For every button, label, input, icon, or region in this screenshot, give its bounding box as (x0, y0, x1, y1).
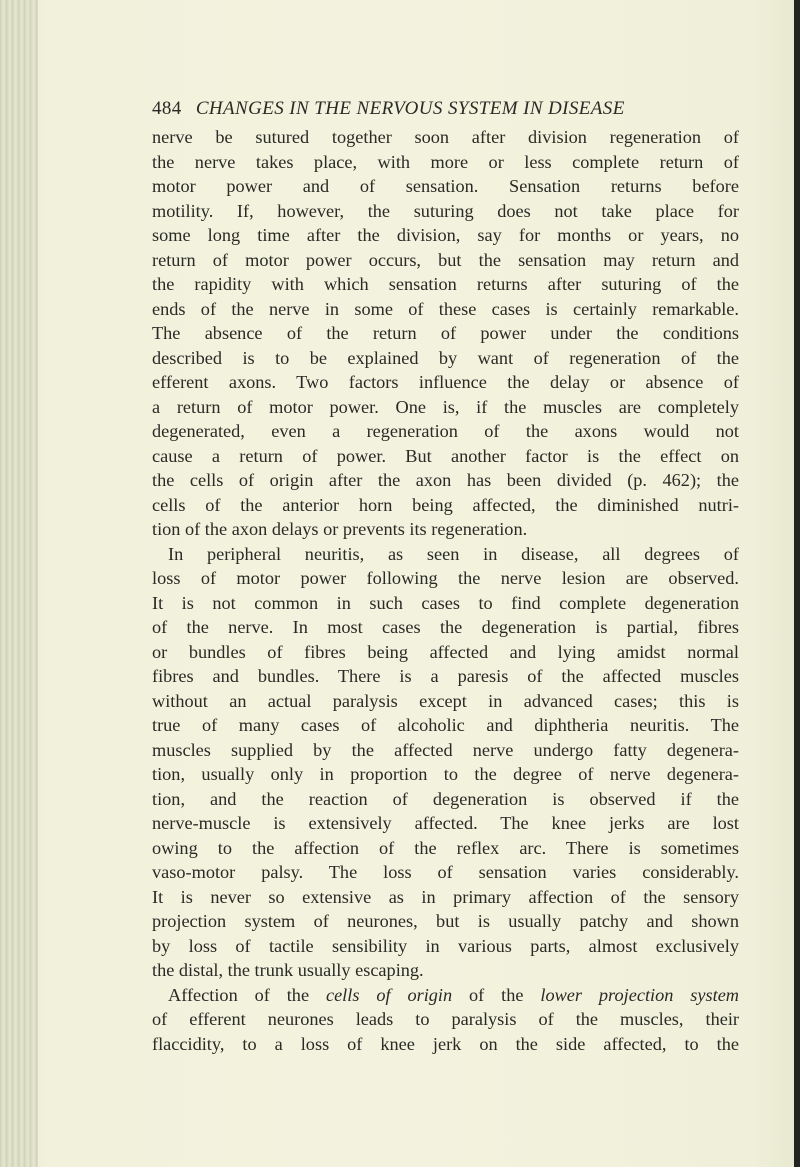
text-line: vaso-motor palsy. The loss of sensation varies considerably. (152, 862, 739, 882)
text-line: flaccidity, to a loss of knee jerk on the side affected, to the (152, 1033, 739, 1054)
italic-term: lower projection system (540, 984, 740, 1005)
text-line: some long time after the division, say for months or years, no (152, 225, 739, 245)
text-line: nerve-muscle is extensively affected. The knee jerks are lost (152, 813, 739, 833)
text-run: of the (452, 984, 541, 1005)
text-line: a return of motor power. One is, if the muscles are completely (152, 396, 739, 417)
text-line: The absence of the return of power under the conditions (152, 323, 739, 343)
text-line: nerve be sutured together soon after division regeneration of (152, 127, 739, 147)
running-header (152, 98, 712, 120)
text-line: fibres and bundles. There is a paresis of the affected muscles (152, 666, 739, 686)
body-text (152, 125, 739, 1056)
text-line: the distal, the trunk usually escaping. (152, 960, 424, 980)
text-line: the rapidity with which sensation returns after suturing of the (152, 274, 739, 294)
text-line: by loss of tactile sensibility in various parts, almost exclusively (152, 935, 739, 956)
text-line: muscles supplied by the affected nerve undergo fatty degenera- (152, 739, 739, 760)
text-line: or bundles of fibres being affected and lying amidst normal (152, 641, 739, 662)
text-line: without an actual paralysis except in advanced cases; this is (152, 690, 739, 711)
italic-term: cells of origin (325, 984, 453, 1005)
text-line: the nerve takes place, with more or less complete return of (152, 151, 739, 172)
text-line: true of many cases of alcoholic and diphtheria neuritis. The (152, 715, 739, 735)
text-run: Affection of the (168, 984, 326, 1005)
text-line: tion, usually only in proportion to the degree of nerve degenera- (152, 764, 739, 784)
text-line: motility. If, however, the suturing does not take place for (152, 200, 739, 221)
text-line (152, 983, 739, 1008)
text-line: return of motor power occurs, but the sensation may return and (152, 249, 739, 270)
text-line: cause a return of power. But another factor is the effect on (152, 445, 739, 466)
running-title: CHANGES IN THE NERVOUS SYSTEM IN DISEASE (195, 98, 625, 119)
text-line: motor power and of sensation. Sensation returns before (152, 176, 739, 196)
text-line: In peripheral neuritis, as seen in disease, all degrees of (168, 543, 739, 564)
text-line: described is to be explained by want of regeneration of the (152, 347, 739, 368)
text-line: efferent axons. Two factors influence the delay or absence of (152, 372, 739, 392)
text-line: cells of the anterior horn being affected, the diminished nutri- (152, 494, 739, 515)
text-line: ends of the nerve in some of these cases is certainly remarkable. (152, 298, 739, 319)
text-line: degenerated, even a regeneration of the axons would not (152, 421, 739, 441)
page-number: 484 (152, 98, 182, 119)
text-line: tion of the axon delays or prevents its regeneration. (152, 519, 528, 539)
text-line: of efferent neurones leads to paralysis of the muscles, their (152, 1009, 739, 1029)
text-line: It is not common in such cases to find complete degeneration (152, 592, 739, 613)
text-line: the cells of origin after the axon has been divided (p. 462); the (152, 470, 739, 490)
page-edge (794, 0, 800, 1167)
text-line: loss of motor power following the nerve lesion are observed. (152, 568, 739, 588)
binding-gutter (0, 0, 38, 1167)
text-line: tion, and the reaction of degeneration is observed if the (152, 788, 739, 809)
text-line: It is never so extensive as in primary affection of the sensory (152, 886, 739, 907)
text-line: of the nerve. In most cases the degeneration is partial, fibres (152, 617, 739, 637)
text-line: owing to the affection of the reflex arc. There is sometimes (152, 837, 739, 858)
text-line: projection system of neurones, but is usually patchy and shown (152, 911, 739, 931)
